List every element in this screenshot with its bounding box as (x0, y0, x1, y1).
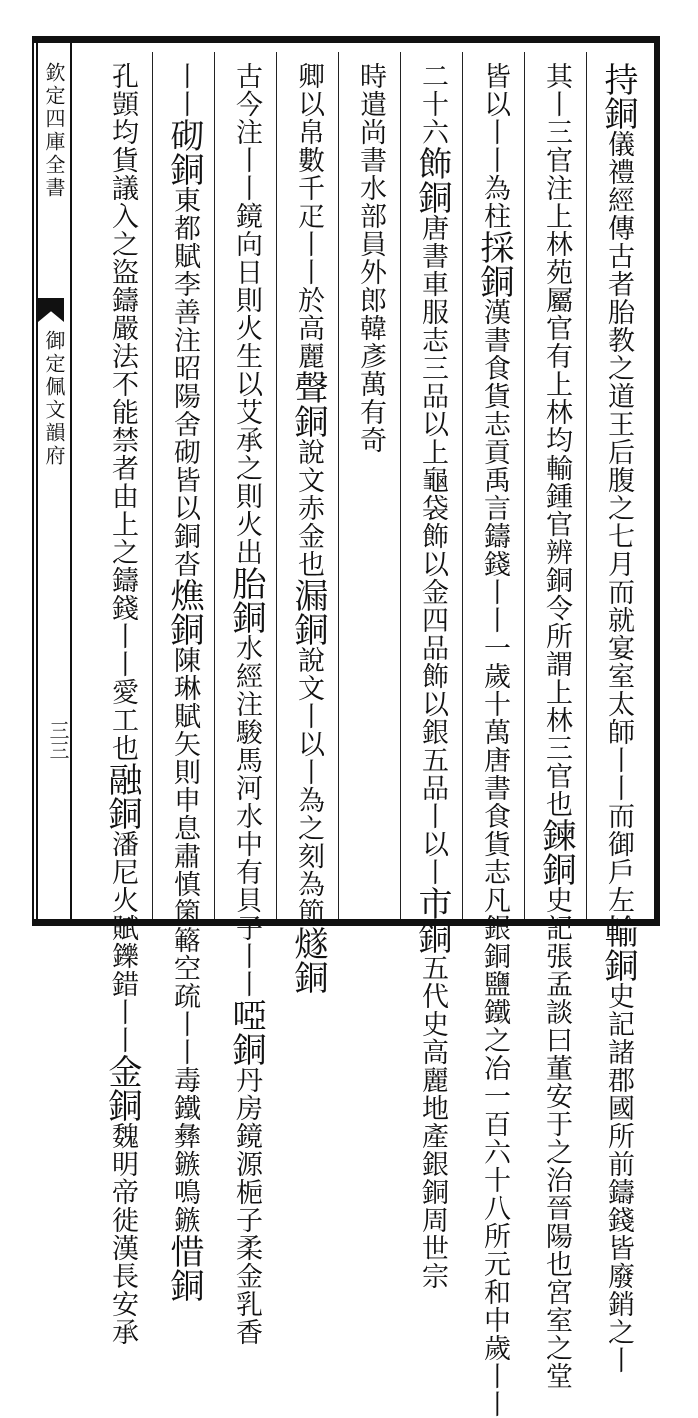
gloss-text: 以金四品飾以銀五品丨以丨 (417, 550, 448, 886)
gloss-text: 時遣尚書水部員外郎韓彥 (355, 62, 386, 370)
gloss-text: 說文赤 (293, 438, 324, 522)
gloss-text: 漢書食貨志貢禹言鑄錢丨丨一歲十萬唐書食貨 (479, 298, 510, 858)
headword: 採銅 (474, 230, 514, 298)
page-number: 三三 (46, 720, 70, 760)
gloss-text: 五代史高麗地 (417, 954, 448, 1122)
headword: 胎銅 (226, 566, 266, 634)
gloss-text: 史記張孟談曰董安于 (541, 886, 572, 1138)
headword: 燧銅 (288, 926, 328, 994)
margin-series-title: 欽定四庫全書 (42, 62, 66, 200)
gloss-text: 禁者由上之鑄錢丨丨愛工也 (107, 426, 138, 762)
headword: 市銅 (412, 886, 452, 954)
gloss-text: 金也 (293, 522, 324, 578)
gloss-text: 儀禮經傳古者胎教之道王后腹之 (603, 130, 634, 522)
gloss-text: 輸鍾官辨銅令所謂上林三官也 (541, 454, 572, 818)
text-column-4 (406, 62, 458, 1290)
text-column-3 (468, 62, 520, 1418)
headword: 砌銅 (164, 118, 204, 186)
text-column-6 (282, 62, 334, 994)
gloss-text: 產銀銅周世宗 (417, 1122, 448, 1290)
headword: 融銅 (102, 762, 142, 830)
gloss-text: 二十六 (417, 62, 448, 146)
margin-rule-left (36, 43, 38, 919)
margin-book-title: 御定佩文韻府 (42, 330, 66, 468)
headword: 鍊銅 (536, 818, 576, 886)
headword: 漏銅 (288, 578, 328, 646)
gloss-text: 鑠錯丨丨 (107, 942, 138, 1054)
gloss-text: 中有貝子丨丨 (231, 830, 262, 998)
headword: 惜銅 (164, 1234, 204, 1302)
column-rule (524, 52, 525, 919)
text-column-1 (592, 62, 644, 1374)
column-rule (152, 52, 153, 919)
gloss-text: 卿以帛數千疋丨丨於高麗 (293, 62, 324, 370)
gloss-text: 孔顗均貨議入之盜鑄嚴法不能 (107, 62, 138, 426)
gloss-text: 為之刻為節 (293, 786, 324, 926)
gloss-text: 鑄錢皆廢銷之丨 (603, 1178, 634, 1374)
gloss-text: 古今注丨丨鏡向日則 (231, 62, 262, 314)
gloss-text: 萬有奇 (355, 370, 386, 454)
gloss-text: 說文丨以丨 (293, 646, 324, 786)
gloss-text: 陽舍砌皆以銅沓 (169, 382, 200, 578)
gloss-text: 皆以丨丨為柱 (479, 62, 510, 230)
gloss-text: 水經注駿馬河水 (231, 634, 262, 830)
headword: 金銅 (102, 1054, 142, 1122)
headword: 持銅 (598, 62, 638, 130)
gloss-text: 丹房鏡源梔 (231, 1066, 262, 1206)
headword: 輸銅 (598, 914, 638, 982)
gloss-text: 史記諸郡國所前 (603, 982, 634, 1178)
text-column-8 (158, 62, 210, 1302)
column-rule (338, 52, 339, 919)
headword: 飾銅 (412, 146, 452, 214)
gloss-text: 空疏丨丨毒鐵彝鏃鳴鏃 (169, 954, 200, 1234)
text-column-2 (530, 62, 582, 1390)
gloss-text: 潘尼火賦 (107, 830, 138, 942)
text-column-5 (344, 62, 396, 917)
gloss-text: 唐書車服志三品以上龜袋飾 (417, 214, 448, 550)
column-rule (214, 52, 215, 919)
gloss-text: 魏明帝徙 (107, 1122, 138, 1234)
gloss-text: 火生以艾承之則火出 (231, 314, 262, 566)
gloss-text: 志凡銀銅鹽鐵之冶一百六十八所元和中歲丨丨 (479, 858, 510, 1418)
headword: 聲銅 (288, 370, 328, 438)
gloss-text: 東都賦李善注昭 (169, 186, 200, 382)
text-column-7 (220, 62, 272, 1346)
text-column-9 (96, 62, 148, 1346)
headword: 啞銅 (226, 998, 266, 1066)
gloss-text: 丨丨 (169, 62, 200, 118)
column-rule (586, 52, 587, 919)
gloss-text: 其丨三官注上林苑屬官有上林均 (541, 62, 572, 454)
column-rule (400, 52, 401, 919)
gloss-text: 漢長安承 (107, 1234, 138, 1346)
headword: 燋銅 (164, 578, 204, 646)
gloss-text: 之治晉陽也宮室之堂 (541, 1138, 572, 1390)
column-rule (462, 52, 463, 919)
gloss-text: 陳琳賦矢則申息肅慎箘簵 (169, 646, 200, 954)
gloss-text: 子柔金乳香 (231, 1206, 262, 1346)
margin-rule-right (70, 43, 72, 919)
gloss-text: 七月而就宴室太師丨丨而御戶左 (603, 522, 634, 914)
column-rule (276, 52, 277, 919)
